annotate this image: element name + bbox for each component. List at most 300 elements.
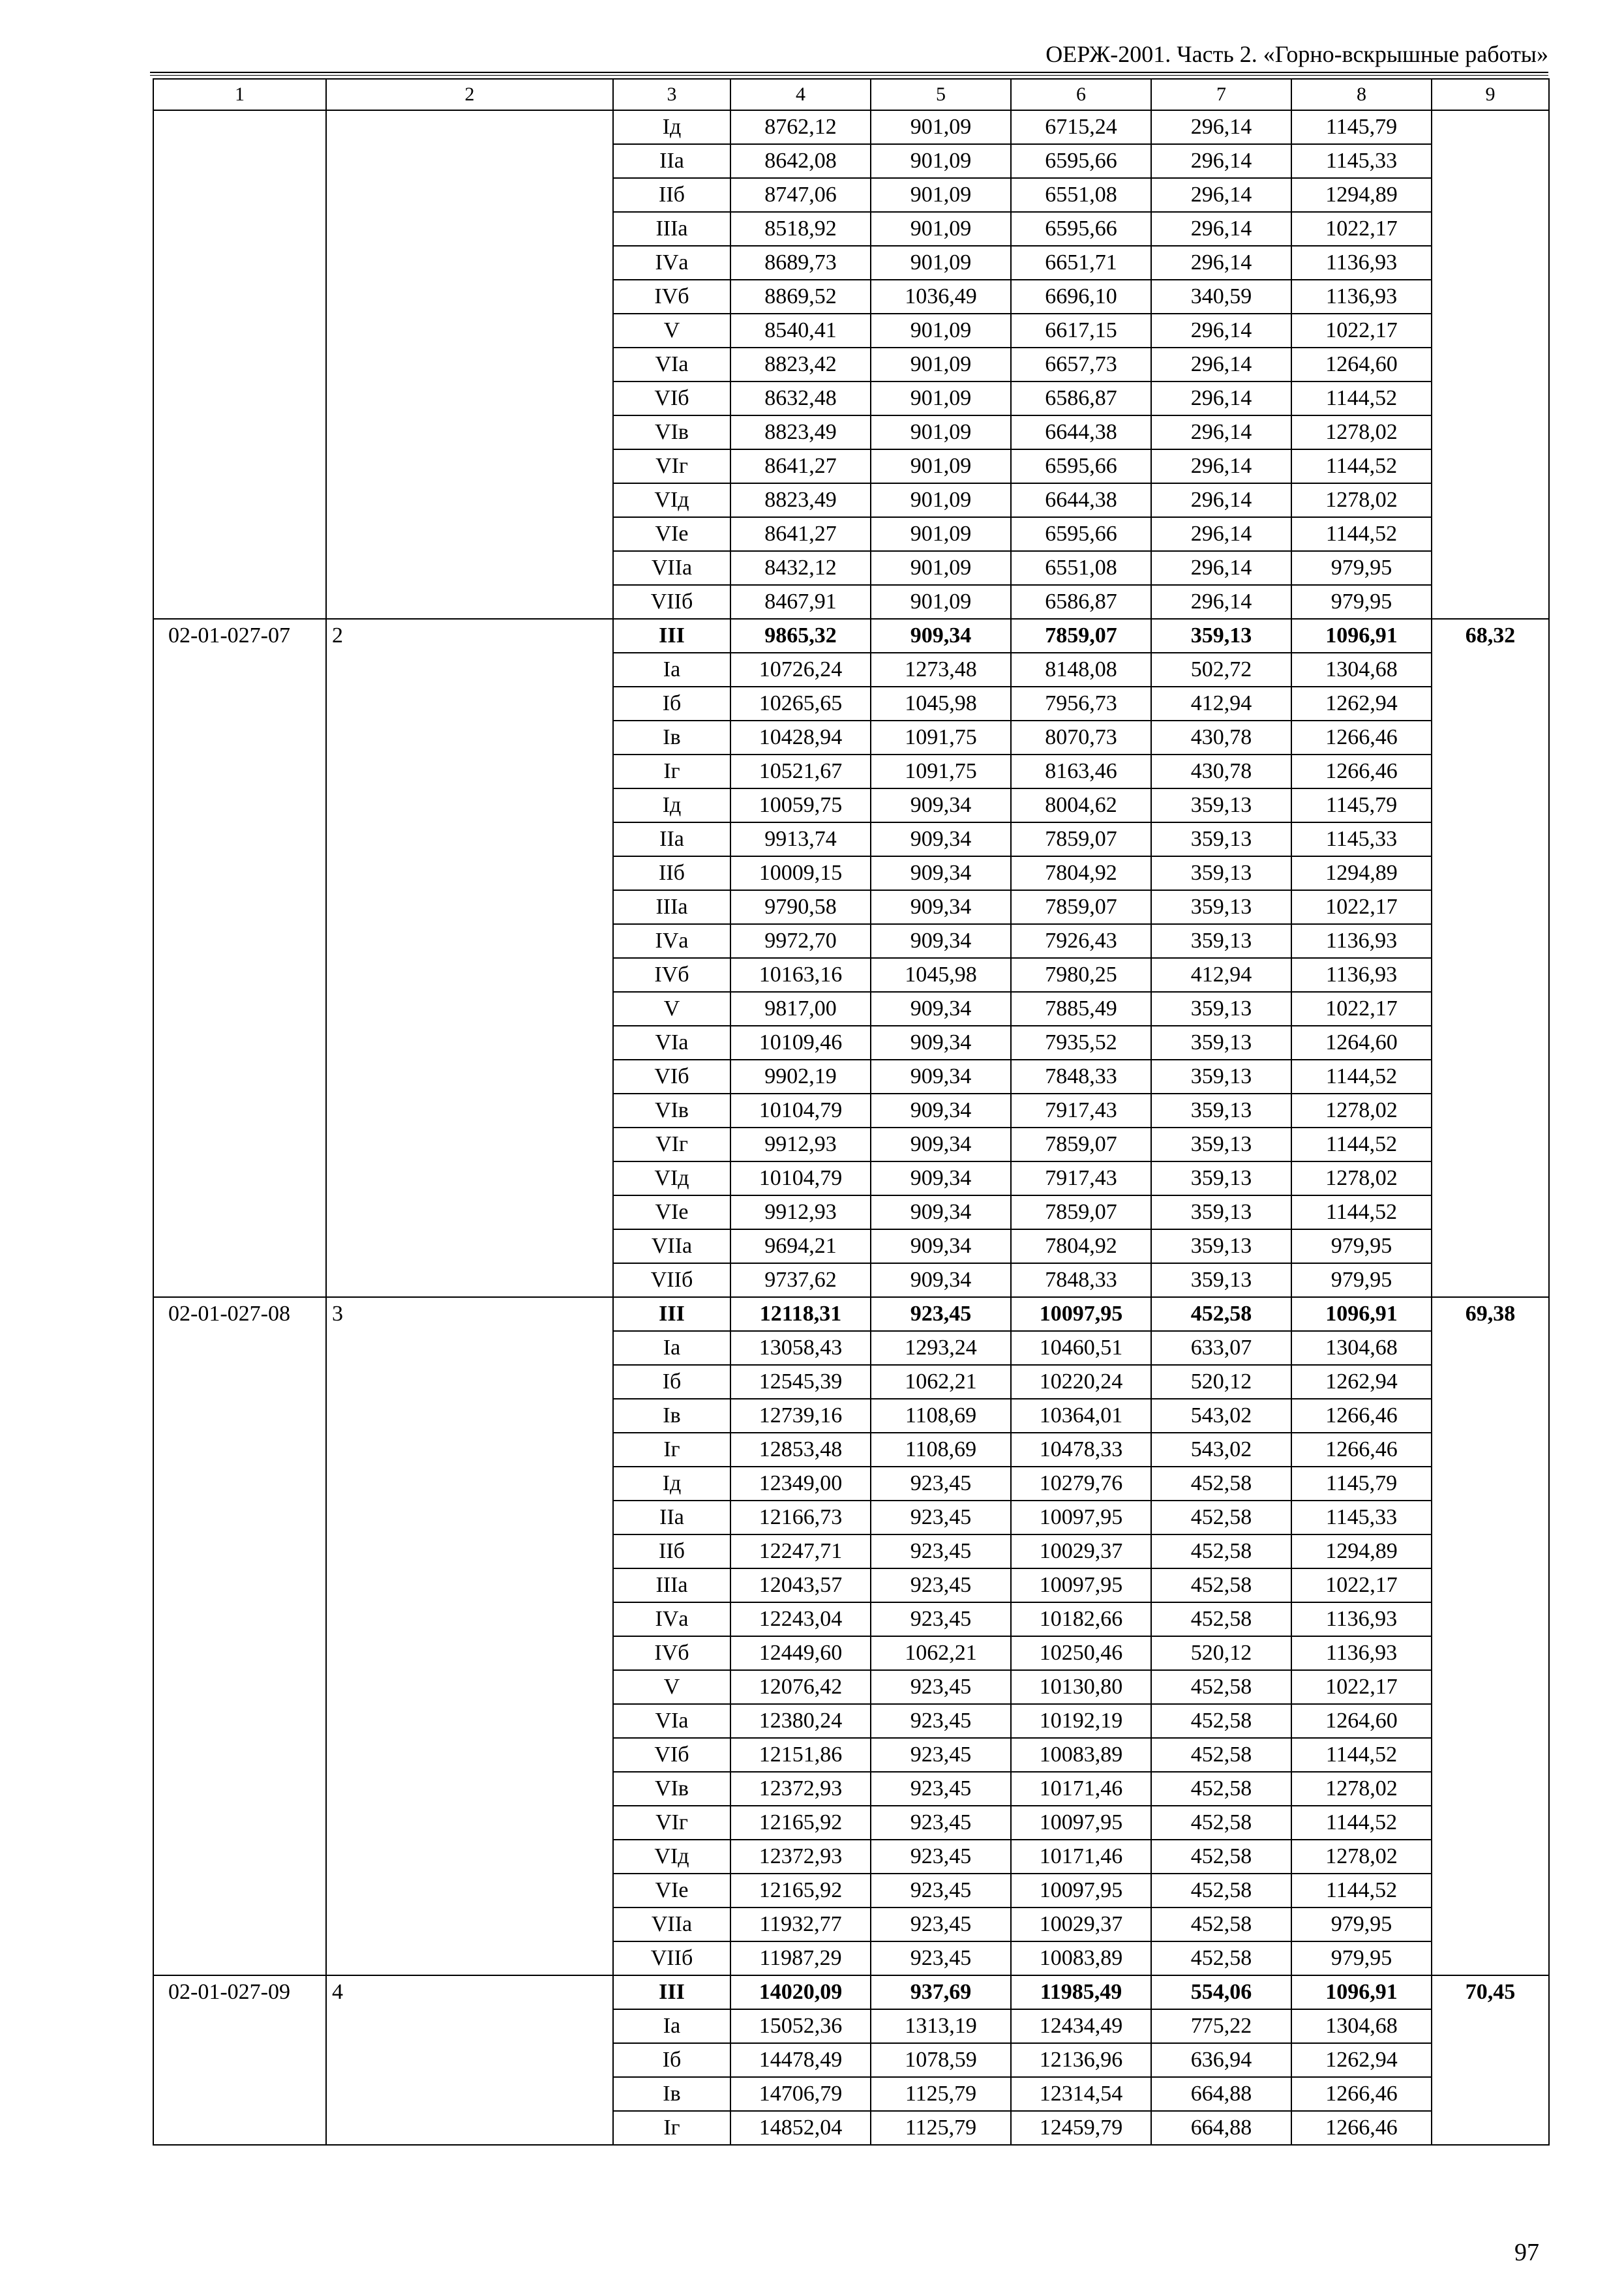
value-col7: 633,07 bbox=[1151, 1331, 1291, 1365]
value-col8: 1022,17 bbox=[1291, 314, 1432, 348]
value-col6: 7956,73 bbox=[1011, 687, 1151, 721]
value-col4: 9912,93 bbox=[730, 1195, 871, 1229]
value-col6: 10460,51 bbox=[1011, 1331, 1151, 1365]
value-col4: 8823,42 bbox=[730, 348, 871, 382]
value-col8: 1278,02 bbox=[1291, 415, 1432, 449]
rate-number: 2 bbox=[326, 619, 613, 1297]
value-col6: 6617,15 bbox=[1011, 314, 1151, 348]
value-col8: 1145,79 bbox=[1291, 1467, 1432, 1501]
value-col8: 1096,91 bbox=[1291, 619, 1432, 653]
value-col8: 1304,68 bbox=[1291, 2009, 1432, 2043]
value-col6: 6551,08 bbox=[1011, 178, 1151, 212]
zone-cell: IIIа bbox=[613, 890, 730, 924]
value-col9 bbox=[1432, 110, 1549, 619]
value-col7: 452,58 bbox=[1151, 1704, 1291, 1738]
value-col5: 901,09 bbox=[871, 110, 1011, 144]
value-col7: 452,58 bbox=[1151, 1297, 1291, 1331]
value-col5: 923,45 bbox=[871, 1806, 1011, 1840]
zone-cell: Iд bbox=[613, 788, 730, 822]
value-col7: 296,14 bbox=[1151, 144, 1291, 178]
value-col6: 7859,07 bbox=[1011, 890, 1151, 924]
value-col6: 12314,54 bbox=[1011, 2077, 1151, 2111]
value-col5: 923,45 bbox=[871, 1772, 1011, 1806]
zone-cell: VIв bbox=[613, 1094, 730, 1128]
value-col6: 7859,07 bbox=[1011, 619, 1151, 653]
value-col4: 8823,49 bbox=[730, 483, 871, 517]
value-col7: 296,14 bbox=[1151, 382, 1291, 415]
value-col5: 901,09 bbox=[871, 382, 1011, 415]
value-col7: 359,13 bbox=[1151, 1026, 1291, 1060]
value-col5: 901,09 bbox=[871, 449, 1011, 483]
value-col7: 296,14 bbox=[1151, 551, 1291, 585]
value-col4: 8762,12 bbox=[730, 110, 871, 144]
zone-cell: VIд bbox=[613, 1161, 730, 1195]
value-col4: 12165,92 bbox=[730, 1806, 871, 1840]
value-col4: 8869,52 bbox=[730, 280, 871, 314]
value-col4: 8467,91 bbox=[730, 585, 871, 619]
zone-cell: VIе bbox=[613, 1874, 730, 1908]
value-col7: 296,14 bbox=[1151, 449, 1291, 483]
rate-number: 4 bbox=[326, 1975, 613, 2145]
value-col4: 9694,21 bbox=[730, 1229, 871, 1263]
zone-cell: IIа bbox=[613, 822, 730, 856]
value-col6: 10083,89 bbox=[1011, 1941, 1151, 1975]
value-col8: 1144,52 bbox=[1291, 1874, 1432, 1908]
column-number: 2 bbox=[326, 79, 613, 110]
value-col6: 7804,92 bbox=[1011, 856, 1151, 890]
value-col9: 70,45 bbox=[1432, 1975, 1549, 2145]
value-col6: 6644,38 bbox=[1011, 483, 1151, 517]
value-col4: 8641,27 bbox=[730, 449, 871, 483]
value-col8: 1145,79 bbox=[1291, 788, 1432, 822]
value-col8: 1294,89 bbox=[1291, 1534, 1432, 1568]
value-col6: 6715,24 bbox=[1011, 110, 1151, 144]
value-col7: 359,13 bbox=[1151, 1263, 1291, 1297]
value-col8: 1278,02 bbox=[1291, 1772, 1432, 1806]
value-col7: 664,88 bbox=[1151, 2077, 1291, 2111]
zone-cell: IVа bbox=[613, 1602, 730, 1636]
value-col5: 923,45 bbox=[871, 1840, 1011, 1874]
zone-cell: VIв bbox=[613, 1772, 730, 1806]
table-row bbox=[153, 1975, 1549, 2009]
value-col8: 1136,93 bbox=[1291, 1636, 1432, 1670]
value-col8: 1262,94 bbox=[1291, 2043, 1432, 2077]
value-col5: 923,45 bbox=[871, 1704, 1011, 1738]
value-col7: 520,12 bbox=[1151, 1636, 1291, 1670]
column-number: 1 bbox=[153, 79, 326, 110]
value-col5: 923,45 bbox=[871, 1467, 1011, 1501]
value-col5: 909,34 bbox=[871, 924, 1011, 958]
value-col5: 909,34 bbox=[871, 1060, 1011, 1094]
value-col8: 1144,52 bbox=[1291, 1738, 1432, 1772]
value-col7: 359,13 bbox=[1151, 1060, 1291, 1094]
value-col5: 909,34 bbox=[871, 1229, 1011, 1263]
column-number: 5 bbox=[871, 79, 1011, 110]
value-col8: 1144,52 bbox=[1291, 449, 1432, 483]
zone-cell: Iб bbox=[613, 1365, 730, 1399]
value-col6: 10130,80 bbox=[1011, 1670, 1151, 1704]
value-col4: 12118,31 bbox=[730, 1297, 871, 1331]
value-col6: 8148,08 bbox=[1011, 653, 1151, 687]
value-col8: 1266,46 bbox=[1291, 2111, 1432, 2145]
value-col7: 340,59 bbox=[1151, 280, 1291, 314]
value-col4: 12545,39 bbox=[730, 1365, 871, 1399]
value-col7: 359,13 bbox=[1151, 1161, 1291, 1195]
value-col8: 1262,94 bbox=[1291, 687, 1432, 721]
value-col4: 11987,29 bbox=[730, 1941, 871, 1975]
value-col7: 452,58 bbox=[1151, 1534, 1291, 1568]
zone-cell: VIе bbox=[613, 517, 730, 551]
rate-code bbox=[153, 110, 326, 619]
value-col8: 1278,02 bbox=[1291, 1161, 1432, 1195]
rate-number: 3 bbox=[326, 1297, 613, 1975]
value-col7: 359,13 bbox=[1151, 1094, 1291, 1128]
value-col7: 543,02 bbox=[1151, 1433, 1291, 1467]
value-col8: 1278,02 bbox=[1291, 1094, 1432, 1128]
value-col6: 7980,25 bbox=[1011, 958, 1151, 992]
value-col4: 8823,49 bbox=[730, 415, 871, 449]
value-col6: 7885,49 bbox=[1011, 992, 1151, 1026]
value-col8: 979,95 bbox=[1291, 1908, 1432, 1941]
value-col4: 9817,00 bbox=[730, 992, 871, 1026]
value-col5: 901,09 bbox=[871, 314, 1011, 348]
value-col5: 923,45 bbox=[871, 1874, 1011, 1908]
zone-cell: VIа bbox=[613, 348, 730, 382]
zone-cell: VIа bbox=[613, 1704, 730, 1738]
value-col6: 6651,71 bbox=[1011, 246, 1151, 280]
table-body bbox=[153, 79, 1549, 2145]
value-col8: 1266,46 bbox=[1291, 1433, 1432, 1467]
value-col7: 452,58 bbox=[1151, 1602, 1291, 1636]
value-col7: 430,78 bbox=[1151, 755, 1291, 788]
zone-cell: IIб bbox=[613, 856, 730, 890]
zone-cell: VIг bbox=[613, 1128, 730, 1161]
zone-cell: VIIа bbox=[613, 551, 730, 585]
zone-cell: IIа bbox=[613, 144, 730, 178]
value-col7: 775,22 bbox=[1151, 2009, 1291, 2043]
value-col7: 359,13 bbox=[1151, 1128, 1291, 1161]
zone-cell: Iб bbox=[613, 2043, 730, 2077]
zone-cell: V bbox=[613, 992, 730, 1026]
value-col8: 1304,68 bbox=[1291, 653, 1432, 687]
value-col8: 1136,93 bbox=[1291, 958, 1432, 992]
value-col6: 6551,08 bbox=[1011, 551, 1151, 585]
zone-cell: Iд bbox=[613, 1467, 730, 1501]
value-col4: 9737,62 bbox=[730, 1263, 871, 1297]
value-col5: 1062,21 bbox=[871, 1365, 1011, 1399]
column-number: 9 bbox=[1432, 79, 1549, 110]
value-col7: 452,58 bbox=[1151, 1941, 1291, 1975]
value-col5: 909,34 bbox=[871, 1263, 1011, 1297]
value-col7: 296,14 bbox=[1151, 415, 1291, 449]
value-col5: 923,45 bbox=[871, 1738, 1011, 1772]
column-number: 4 bbox=[730, 79, 871, 110]
zone-cell: VIIб bbox=[613, 585, 730, 619]
value-col5: 1045,98 bbox=[871, 958, 1011, 992]
value-col7: 296,14 bbox=[1151, 517, 1291, 551]
value-col9: 69,38 bbox=[1432, 1297, 1549, 1975]
value-col6: 7859,07 bbox=[1011, 822, 1151, 856]
value-col8: 1136,93 bbox=[1291, 924, 1432, 958]
value-col5: 1108,69 bbox=[871, 1433, 1011, 1467]
value-col5: 909,34 bbox=[871, 1161, 1011, 1195]
value-col7: 296,14 bbox=[1151, 212, 1291, 246]
value-col4: 10163,16 bbox=[730, 958, 871, 992]
value-col4: 12165,92 bbox=[730, 1874, 871, 1908]
value-col5: 923,45 bbox=[871, 1602, 1011, 1636]
value-col8: 1022,17 bbox=[1291, 212, 1432, 246]
zone-cell: IVа bbox=[613, 924, 730, 958]
value-col5: 937,69 bbox=[871, 1975, 1011, 2009]
value-col6: 6586,87 bbox=[1011, 382, 1151, 415]
value-col5: 901,09 bbox=[871, 178, 1011, 212]
value-col6: 10097,95 bbox=[1011, 1297, 1151, 1331]
value-col7: 452,58 bbox=[1151, 1908, 1291, 1941]
zone-cell: III bbox=[613, 1975, 730, 2009]
value-col6: 10220,24 bbox=[1011, 1365, 1151, 1399]
header-divider bbox=[150, 72, 1548, 76]
value-col5: 901,09 bbox=[871, 212, 1011, 246]
value-col8: 1144,52 bbox=[1291, 517, 1432, 551]
value-col5: 923,45 bbox=[871, 1501, 1011, 1534]
value-col5: 1091,75 bbox=[871, 721, 1011, 755]
value-col5: 901,09 bbox=[871, 144, 1011, 178]
value-col7: 543,02 bbox=[1151, 1399, 1291, 1433]
value-col4: 8432,12 bbox=[730, 551, 871, 585]
value-col4: 15052,36 bbox=[730, 2009, 871, 2043]
value-col6: 6595,66 bbox=[1011, 212, 1151, 246]
value-col4: 10109,46 bbox=[730, 1026, 871, 1060]
rate-code: 02-01-027-07 bbox=[153, 619, 326, 1297]
value-col4: 10428,94 bbox=[730, 721, 871, 755]
value-col7: 452,58 bbox=[1151, 1467, 1291, 1501]
rate-code: 02-01-027-08 bbox=[153, 1297, 326, 1975]
column-number: 6 bbox=[1011, 79, 1151, 110]
value-col6: 12434,49 bbox=[1011, 2009, 1151, 2043]
value-col5: 923,45 bbox=[871, 1297, 1011, 1331]
value-col8: 1264,60 bbox=[1291, 348, 1432, 382]
zone-cell: Iв bbox=[613, 1399, 730, 1433]
value-col4: 10104,79 bbox=[730, 1094, 871, 1128]
zone-cell: Iв bbox=[613, 2077, 730, 2111]
value-col7: 359,13 bbox=[1151, 822, 1291, 856]
value-col8: 1294,89 bbox=[1291, 856, 1432, 890]
value-col7: 359,13 bbox=[1151, 992, 1291, 1026]
zone-cell: III bbox=[613, 619, 730, 653]
value-col5: 909,34 bbox=[871, 1094, 1011, 1128]
value-col7: 412,94 bbox=[1151, 958, 1291, 992]
zone-cell: Iб bbox=[613, 687, 730, 721]
value-col4: 12166,73 bbox=[730, 1501, 871, 1534]
table-row bbox=[153, 110, 1549, 144]
zone-cell: VIг bbox=[613, 449, 730, 483]
value-col4: 12043,57 bbox=[730, 1568, 871, 1602]
value-col4: 9913,74 bbox=[730, 822, 871, 856]
value-col4: 12853,48 bbox=[730, 1433, 871, 1467]
value-col4: 12372,93 bbox=[730, 1772, 871, 1806]
zone-cell: IIб bbox=[613, 1534, 730, 1568]
value-col6: 10171,46 bbox=[1011, 1840, 1151, 1874]
zone-cell: VIIб bbox=[613, 1263, 730, 1297]
zone-cell: V bbox=[613, 1670, 730, 1704]
value-col8: 979,95 bbox=[1291, 585, 1432, 619]
zone-cell: VIе bbox=[613, 1195, 730, 1229]
value-col4: 10104,79 bbox=[730, 1161, 871, 1195]
value-col8: 1264,60 bbox=[1291, 1704, 1432, 1738]
value-col5: 909,34 bbox=[871, 1026, 1011, 1060]
rate-code: 02-01-027-09 bbox=[153, 1975, 326, 2145]
value-col6: 10097,95 bbox=[1011, 1806, 1151, 1840]
value-col7: 452,58 bbox=[1151, 1806, 1291, 1840]
value-col4: 9902,19 bbox=[730, 1060, 871, 1094]
value-col7: 636,94 bbox=[1151, 2043, 1291, 2077]
value-col6: 8070,73 bbox=[1011, 721, 1151, 755]
value-col4: 12449,60 bbox=[730, 1636, 871, 1670]
value-col4: 12151,86 bbox=[730, 1738, 871, 1772]
value-col7: 452,58 bbox=[1151, 1772, 1291, 1806]
column-number: 7 bbox=[1151, 79, 1291, 110]
zone-cell: Iв bbox=[613, 721, 730, 755]
value-col4: 12076,42 bbox=[730, 1670, 871, 1704]
value-col5: 923,45 bbox=[871, 1941, 1011, 1975]
value-col8: 1022,17 bbox=[1291, 890, 1432, 924]
value-col5: 923,45 bbox=[871, 1670, 1011, 1704]
value-col8: 1144,52 bbox=[1291, 1060, 1432, 1094]
value-col6: 10182,66 bbox=[1011, 1602, 1151, 1636]
value-col8: 1145,79 bbox=[1291, 110, 1432, 144]
value-col4: 13058,43 bbox=[730, 1331, 871, 1365]
zone-cell: VIа bbox=[613, 1026, 730, 1060]
column-number: 8 bbox=[1291, 79, 1432, 110]
value-col8: 1022,17 bbox=[1291, 1670, 1432, 1704]
value-col6: 6595,66 bbox=[1011, 517, 1151, 551]
value-col7: 359,13 bbox=[1151, 788, 1291, 822]
value-col6: 10097,95 bbox=[1011, 1568, 1151, 1602]
value-col5: 901,09 bbox=[871, 415, 1011, 449]
value-col4: 12349,00 bbox=[730, 1467, 871, 1501]
value-col5: 901,09 bbox=[871, 551, 1011, 585]
value-col6: 7804,92 bbox=[1011, 1229, 1151, 1263]
value-col4: 12372,93 bbox=[730, 1840, 871, 1874]
value-col4: 9790,58 bbox=[730, 890, 871, 924]
value-col6: 8004,62 bbox=[1011, 788, 1151, 822]
column-number: 3 bbox=[613, 79, 730, 110]
value-col6: 10029,37 bbox=[1011, 1534, 1151, 1568]
zone-cell: Iа bbox=[613, 653, 730, 687]
value-col5: 909,34 bbox=[871, 822, 1011, 856]
zone-cell: VIг bbox=[613, 1806, 730, 1840]
value-col6: 10171,46 bbox=[1011, 1772, 1151, 1806]
zone-cell: IVа bbox=[613, 246, 730, 280]
value-col5: 909,34 bbox=[871, 890, 1011, 924]
table-row bbox=[153, 619, 1549, 653]
value-col5: 1293,24 bbox=[871, 1331, 1011, 1365]
value-col5: 901,09 bbox=[871, 246, 1011, 280]
value-col8: 1278,02 bbox=[1291, 483, 1432, 517]
value-col7: 296,14 bbox=[1151, 348, 1291, 382]
zone-cell: VIд bbox=[613, 483, 730, 517]
value-col6: 7859,07 bbox=[1011, 1128, 1151, 1161]
value-col6: 7917,43 bbox=[1011, 1094, 1151, 1128]
value-col8: 1096,91 bbox=[1291, 1975, 1432, 2009]
value-col5: 1125,79 bbox=[871, 2111, 1011, 2145]
value-col8: 1304,68 bbox=[1291, 1331, 1432, 1365]
value-col7: 502,72 bbox=[1151, 653, 1291, 687]
value-col4: 14478,49 bbox=[730, 2043, 871, 2077]
value-col6: 6586,87 bbox=[1011, 585, 1151, 619]
value-col5: 909,34 bbox=[871, 788, 1011, 822]
value-col6: 7935,52 bbox=[1011, 1026, 1151, 1060]
zone-cell: Iд bbox=[613, 110, 730, 144]
value-col7: 359,13 bbox=[1151, 924, 1291, 958]
value-col7: 520,12 bbox=[1151, 1365, 1291, 1399]
value-col4: 12380,24 bbox=[730, 1704, 871, 1738]
value-col7: 359,13 bbox=[1151, 856, 1291, 890]
value-col8: 1266,46 bbox=[1291, 1399, 1432, 1433]
zone-cell: Iа bbox=[613, 2009, 730, 2043]
value-col8: 1266,46 bbox=[1291, 755, 1432, 788]
value-col6: 10029,37 bbox=[1011, 1908, 1151, 1941]
value-col7: 359,13 bbox=[1151, 1195, 1291, 1229]
value-col8: 1278,02 bbox=[1291, 1840, 1432, 1874]
value-col4: 9865,32 bbox=[730, 619, 871, 653]
page-header-title: ОЕРЖ-2001. Часть 2. «Горно-вскрышные работы» bbox=[1045, 41, 1548, 67]
value-col4: 9972,70 bbox=[730, 924, 871, 958]
value-col5: 1125,79 bbox=[871, 2077, 1011, 2111]
value-col8: 1096,91 bbox=[1291, 1297, 1432, 1331]
value-col7: 296,14 bbox=[1151, 483, 1291, 517]
value-col6: 12136,96 bbox=[1011, 2043, 1151, 2077]
value-col8: 1145,33 bbox=[1291, 144, 1432, 178]
value-col8: 1145,33 bbox=[1291, 1501, 1432, 1534]
zone-cell: VIд bbox=[613, 1840, 730, 1874]
zone-cell: VIб bbox=[613, 1738, 730, 1772]
value-col6: 7848,33 bbox=[1011, 1263, 1151, 1297]
value-col4: 11932,77 bbox=[730, 1908, 871, 1941]
value-col8: 1266,46 bbox=[1291, 2077, 1432, 2111]
value-col7: 452,58 bbox=[1151, 1840, 1291, 1874]
zone-cell: IVб bbox=[613, 1636, 730, 1670]
zone-cell: Iг bbox=[613, 1433, 730, 1467]
zone-cell: IVб bbox=[613, 280, 730, 314]
value-col4: 8641,27 bbox=[730, 517, 871, 551]
value-col4: 8540,41 bbox=[730, 314, 871, 348]
value-col8: 1294,89 bbox=[1291, 178, 1432, 212]
value-col7: 664,88 bbox=[1151, 2111, 1291, 2145]
value-col4: 12247,71 bbox=[730, 1534, 871, 1568]
value-col5: 1091,75 bbox=[871, 755, 1011, 788]
value-col6: 7926,43 bbox=[1011, 924, 1151, 958]
page-number: 97 bbox=[1514, 2239, 1539, 2266]
column-number-row bbox=[153, 79, 1549, 110]
value-col5: 1273,48 bbox=[871, 653, 1011, 687]
value-col8: 1022,17 bbox=[1291, 992, 1432, 1026]
value-col8: 1144,52 bbox=[1291, 1806, 1432, 1840]
value-col5: 901,09 bbox=[871, 517, 1011, 551]
value-col4: 10265,65 bbox=[730, 687, 871, 721]
zone-cell: VIб bbox=[613, 382, 730, 415]
value-col5: 909,34 bbox=[871, 1195, 1011, 1229]
value-col8: 1136,93 bbox=[1291, 1602, 1432, 1636]
value-col8: 1145,33 bbox=[1291, 822, 1432, 856]
value-col4: 8632,48 bbox=[730, 382, 871, 415]
value-col4: 9912,93 bbox=[730, 1128, 871, 1161]
value-col5: 1062,21 bbox=[871, 1636, 1011, 1670]
rate-number bbox=[326, 110, 613, 619]
value-col7: 452,58 bbox=[1151, 1501, 1291, 1534]
value-col6: 10364,01 bbox=[1011, 1399, 1151, 1433]
zone-cell: VIв bbox=[613, 415, 730, 449]
